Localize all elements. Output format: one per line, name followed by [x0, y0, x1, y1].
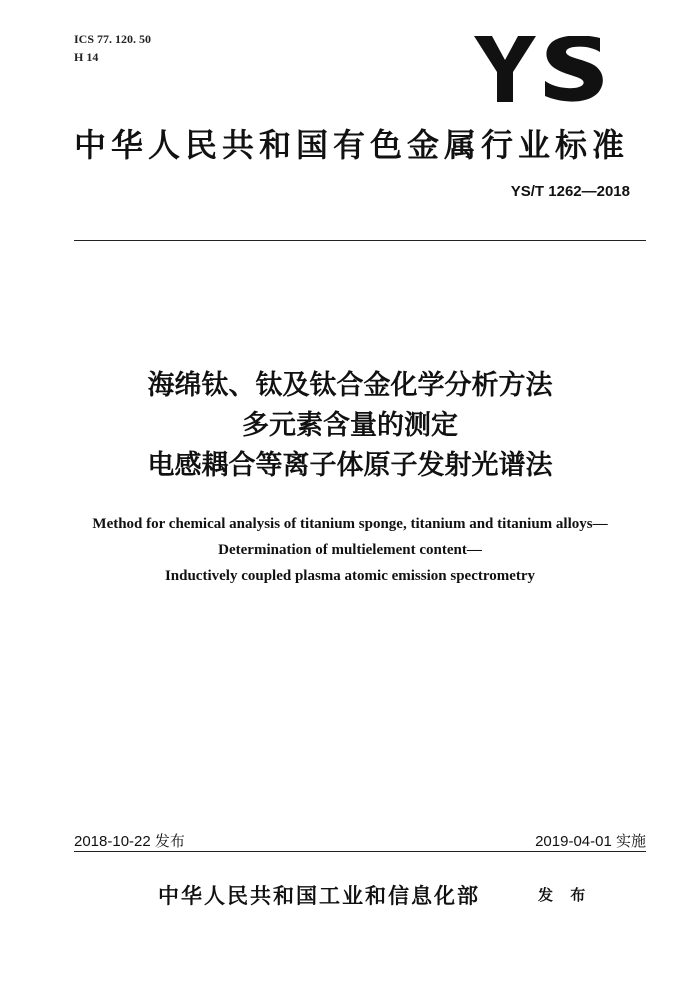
top-divider: [74, 240, 646, 241]
publisher-name: 中华人民共和国工业和信息化部: [158, 883, 480, 908]
ys-logo: [474, 36, 604, 102]
ccs-code: H 14: [74, 50, 99, 64]
english-title-block: [40, 511, 660, 589]
chinese-title-line-3: 电感耦合等离子体原子发射光谱法: [147, 450, 553, 481]
standard-category-title: 中华人民共和国有色金属行业标准: [74, 126, 630, 164]
issue-date: 2018-10-22 发布: [74, 833, 185, 850]
chinese-title-block: [40, 366, 660, 486]
classification-codes: [74, 30, 151, 66]
bottom-divider: [74, 851, 646, 852]
date-row: [74, 830, 646, 850]
publish-label: 发 布: [538, 886, 592, 904]
english-title-line-3: Inductively coupled plasma atomic emission spectrometry: [164, 568, 536, 584]
english-title-line-2: Determination of multielement content—: [218, 542, 482, 558]
implementation-date: 2019-04-01 实施: [535, 833, 646, 850]
english-title-line-1: Method for chemical analysis of titanium sponge, titanium and titanium alloys—: [92, 516, 608, 532]
chinese-title-line-1: 海绵钛、钛及钛合金化学分析方法: [147, 370, 553, 401]
standard-number: YS/T 1262—2018: [510, 183, 630, 200]
ics-code: ICS 77. 120. 50: [74, 32, 152, 46]
chinese-title-line-2: 多元素含量的测定: [242, 410, 458, 441]
